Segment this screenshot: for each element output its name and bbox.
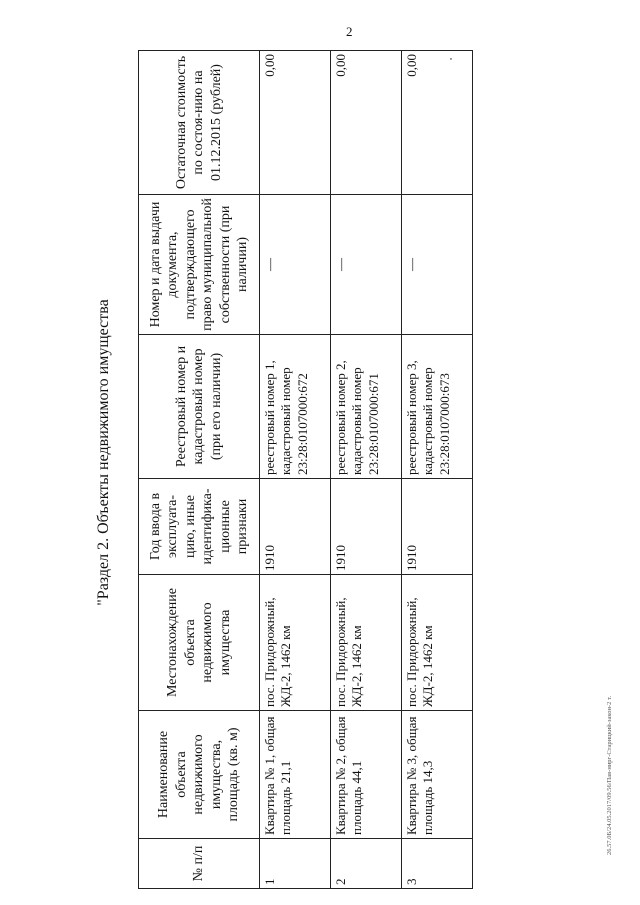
- header-num: № п/п: [139, 839, 260, 889]
- cell-name: Квартира № 1, общая площадь 21,1: [260, 711, 331, 839]
- cell-registry: реестровый номер 2, кадастровый номер 23:28:0107000:671: [331, 335, 402, 479]
- cell-value: 0,00: [331, 51, 402, 195]
- cell-document: —: [331, 195, 402, 335]
- page-number: 2: [346, 24, 353, 39]
- cell-num: 1: [260, 839, 331, 889]
- property-table: [138, 50, 473, 889]
- cell-location: пос. Придорожный, ЖД-2, 1462 км: [260, 575, 331, 711]
- section-title: "Раздел 2. Объекты недвижимого имущества: [95, 299, 112, 606]
- table-row: [402, 51, 473, 889]
- cell-registry: реестровый номер 1, кадастровый номер 23:28:0107000:672: [260, 335, 331, 479]
- table-header-row: [139, 51, 260, 889]
- cell-location: пос. Придорожный, ЖД-2, 1462 км: [402, 575, 473, 711]
- header-name: Наименование объекта недвижимого имущества, площадь (кв. м): [139, 711, 260, 839]
- cell-year: 1910: [331, 479, 402, 575]
- header-year: Год ввода в эксплуата-цию, иные идентифика-ционные признаки: [139, 479, 260, 575]
- cell-name: Квартира № 3, общая площадь 14,3: [402, 711, 473, 839]
- cell-document: —: [260, 195, 331, 335]
- header-registry: Реестровый номер и кадастровый номер (при его наличии): [139, 335, 260, 479]
- cell-year: 1910: [402, 479, 473, 575]
- header-value: Остаточная стоимость по состоя-нию на 01.12.2015 (рублей): [139, 51, 260, 195]
- cell-year: 1910: [260, 479, 331, 575]
- corner-mark: ٠: [448, 53, 454, 65]
- table-row: [331, 51, 402, 889]
- table-row: [260, 51, 331, 889]
- header-document: Номер и дата выдачи документа, подтверждающего право муниципальной собственности (при наличии): [139, 195, 260, 335]
- header-location: Местонахождение объекта недвижимого имущества: [139, 575, 260, 711]
- cell-document: —: [402, 195, 473, 335]
- cell-value: 0,00: [402, 51, 473, 195]
- cell-registry: реестровый номер 3, кадастровый номер 23:28:0107000:673: [402, 335, 473, 479]
- cell-num: 2: [331, 839, 402, 889]
- cell-name: Квартира № 2, общая площадь 44,1: [331, 711, 402, 839]
- cell-num: 3: [402, 839, 473, 889]
- cell-location: пос. Придорожный, ЖД-2, 1462 км: [331, 575, 402, 711]
- cell-value: 0,00: [260, 51, 331, 195]
- side-note: 26.57.0Б/24.05.2017/09.56/Пав-нирг-Старицкий-закон-2 т.: [606, 696, 613, 855]
